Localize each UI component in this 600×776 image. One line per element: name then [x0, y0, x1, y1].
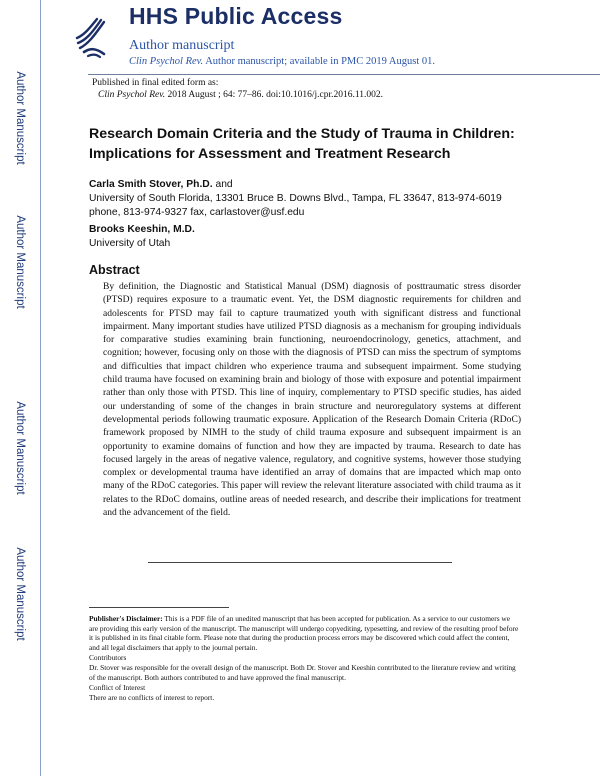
author-1-affiliation: University of South Florida, 13301 Bruce B. Downs Blvd., Tampa, FL 33647, 813-974-6019 phone, 813-974-9327 fax, carlastover@usf.edu [89, 193, 502, 218]
contributors-label: Contributors [89, 653, 127, 663]
journal-name: Clin Psychol Rev. [129, 56, 204, 67]
author-2-affiliation: University of Utah [89, 238, 171, 249]
citation-journal: Clin Psychol Rev. [98, 90, 166, 100]
sidebar-label-1: Author Manuscript [14, 71, 26, 165]
author-manuscript-label: Author manuscript [129, 38, 235, 53]
disclaimer-label: Publisher's Disclaimer: [89, 614, 163, 623]
conflict-text: There are no conflicts of interest to report. [89, 692, 215, 702]
sidebar-label-3: Author Manuscript [14, 401, 26, 495]
abstract-heading: Abstract [89, 263, 140, 277]
footnotes [89, 614, 519, 702]
publication-info [92, 77, 383, 101]
author-2-name: Brooks Keeshin, M.D. [89, 224, 195, 235]
abstract-end-rule [148, 562, 452, 563]
availability-text: Author manuscript; available in PMC 2019 August 01. [203, 56, 436, 67]
author-block-2 [89, 223, 195, 251]
author-block-1 [89, 178, 529, 220]
author-1-name: Carla Smith Stover, Ph.D. [89, 179, 213, 190]
author-2-line [89, 223, 195, 237]
article-title: Research Domain Criteria and the Study of Trauma in Children: Implications for Assessment and Treatment Research [89, 126, 515, 162]
abstract-text: By definition, the Diagnostic and Statistical Manual (DSM) diagnosis of posttraumatic stress disorder (PTSD) requires exposure to a traumatic event. Yet, the DSM diagnostic requirements for children and adolescents for PTSD may fail to capture traumatized youth with significant distress and functional impairment. Many important studies have utilized PTSD diagnosis as a mechanism for grouping individuals for comparative studies examining brain functioning, neuroendocrinology, genetics, attachment, and cognition; however, focusing only on those with the diagnosis of PTSD can miss the spectrum of symptoms and difficulties that impact children who experience trauma and subsequent impairment. Some studying child trauma have focused on examining brain and biology of those with exposure and potential impairment rather than only those with PTSD. This line of inquiry, complementary to PTSD specific studies, has aided our understanding of some of the changes in brain structure and neuroregulatory systems at different developmental periods following traumatic exposure. Application of the Research Domain Criteria (RDoC) framework proposed by NIMH to the study of child trauma exposure and subsequent impairment is an opportunity to examine domains of function and how they are impacted by trauma. Research to date has focused largely in the areas of negative valence, regulatory, and cognitive systems, however those studying complex or developmental trauma have identified an array of domains that are impacted which map onto many of the RDoC categories. This paper will review the relevant literature associated with child trauma as it relates to the RDoC domains, outline areas of needed research, and describe their implications for treatment and the advancement of the field. [103, 281, 521, 519]
citation-line [92, 89, 383, 101]
author-1-suffix: and [212, 179, 233, 190]
sidebar-label-2: Author Manuscript [14, 215, 26, 309]
sidebar [0, 0, 41, 776]
published-line: Published in final edited form as: [92, 78, 219, 88]
sidebar-label-4: Author Manuscript [14, 547, 26, 641]
publisher-disclaimer [89, 614, 519, 652]
disclaimer-text: This is a PDF file of an unedited manuscript that has been accepted for publication. As a service to our customers we are providing this early version of the manuscript. The manuscript will undergo copyediting, typesetting, and review of the resulting proof before it is published in its final citable form. Please note that during the production process errors may be discovered which could affect the content, and all legal disclaimers that apply to the journal pertain. [89, 614, 519, 652]
conflict-label: Conflict of Interest [89, 683, 146, 693]
header-divider [88, 74, 600, 75]
hhs-eagle-logo-icon [74, 14, 110, 60]
author-1-line [89, 178, 529, 192]
contributors-text: Dr. Stover was responsible for the overall design of the manuscript. Both Dr. Stover and Keeshin contributed to the literature review and writing of the manuscript. Both authors contributed to and have approved the final manuscript. [89, 662, 516, 682]
footnote-rule [89, 607, 229, 608]
hhs-public-access-title: HHS Public Access [129, 3, 343, 29]
citation-text: 2018 August ; 64: 77–86. doi:10.1016/j.cpr.2016.11.002. [165, 90, 383, 100]
availability-line [129, 56, 435, 67]
